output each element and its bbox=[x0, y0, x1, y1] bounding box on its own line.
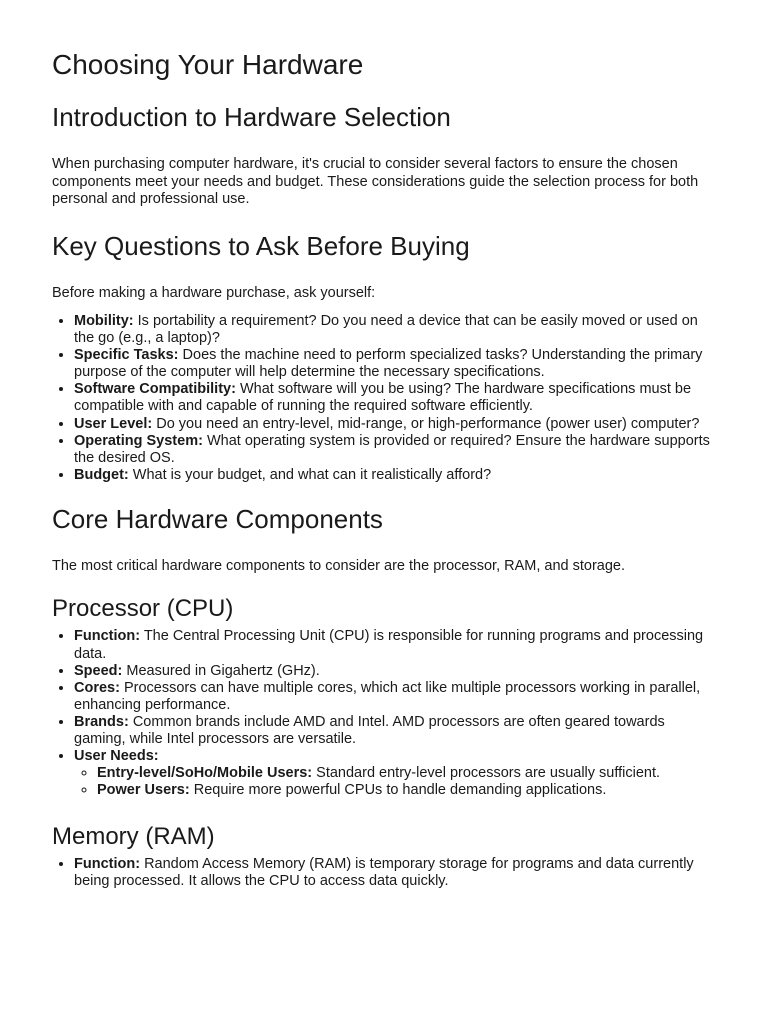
list-item bbox=[74, 680, 716, 714]
list-item bbox=[97, 782, 716, 799]
item-term: User Needs: bbox=[74, 748, 159, 765]
intro-paragraph: When purchasing computer hardware, it's crucial to consider several factors to ensure the chosen components meet your needs and budget. These considerations guide the selection process for both personal and professional use. bbox=[52, 156, 699, 207]
user-needs-sublist bbox=[74, 765, 716, 799]
questions-heading: Key Questions to Ask Before Buying bbox=[52, 230, 470, 261]
item-text: Random Access Memory (RAM) is temporary storage for programs and data currently being processed. It allows the CPU to access data quickly. bbox=[74, 856, 694, 890]
intro-heading: Introduction to Hardware Selection bbox=[52, 102, 451, 132]
list-item bbox=[74, 628, 716, 662]
item-text: Do you need an entry-level, mid-range, or high-performance (power user) computer? bbox=[152, 415, 700, 432]
list-item bbox=[74, 416, 716, 433]
questions-lead: Before making a hardware purchase, ask yourself: bbox=[52, 284, 376, 301]
item-text: Common brands include AMD and Intel. AMD processors are often geared towards gaming, while Intel processors are versatile. bbox=[74, 713, 665, 747]
item-term: User Level: bbox=[74, 415, 153, 432]
cpu-heading: Processor (CPU) bbox=[52, 595, 234, 623]
page-title: Choosing Your Hardware bbox=[52, 49, 364, 80]
item-term: Brands: bbox=[74, 713, 129, 730]
core-paragraph: The most critical hardware components to consider are the processor, RAM, and storage. bbox=[52, 557, 626, 574]
item-term: Power Users: bbox=[97, 782, 190, 799]
item-term: Function: bbox=[74, 628, 141, 645]
item-term: Speed: bbox=[74, 662, 123, 679]
item-text: The Central Processing Unit (CPU) is responsible for running programs and processing data. bbox=[74, 628, 704, 662]
list-item bbox=[74, 714, 716, 748]
ram-list bbox=[52, 856, 716, 890]
item-term: Function: bbox=[74, 856, 141, 873]
list-item bbox=[74, 663, 716, 680]
item-text: Does the machine need to perform specialized tasks? Understanding the primary purpose of the computer will help determine the necessary specifications. bbox=[74, 347, 703, 381]
item-text: Measured in Gigahertz (GHz). bbox=[122, 662, 320, 679]
list-item bbox=[74, 433, 716, 467]
item-term: Software Compatibility: bbox=[74, 381, 236, 398]
item-text: Is portability a requirement? Do you need a device that can be easily moved or used on the go (e.g., a laptop)? bbox=[74, 313, 698, 347]
ram-heading: Memory (RAM) bbox=[52, 823, 215, 851]
item-term: Cores: bbox=[74, 679, 120, 696]
list-item bbox=[74, 381, 716, 415]
item-text: What software will you be using? The hardware specifications must be compatible with and capable of running the required software efficiently. bbox=[74, 381, 692, 415]
list-item bbox=[74, 856, 716, 890]
item-term: Operating System: bbox=[74, 432, 203, 449]
list-item bbox=[74, 467, 716, 484]
questions-list bbox=[52, 313, 716, 484]
item-term: Specific Tasks: bbox=[74, 347, 179, 364]
item-text: What operating system is provided or required? Ensure the hardware supports the desired OS. bbox=[74, 432, 710, 466]
cpu-list bbox=[52, 628, 716, 799]
core-heading: Core Hardware Components bbox=[52, 503, 383, 534]
item-text: Require more powerful CPUs to handle demanding applications. bbox=[189, 782, 607, 799]
item-text: Processors can have multiple cores, which act like multiple processors working in parallel, enhancing performance. bbox=[74, 679, 701, 713]
item-text: Standard entry-level processors are usually sufficient. bbox=[312, 765, 661, 782]
list-item bbox=[74, 748, 716, 799]
list-item bbox=[74, 313, 716, 347]
item-term: Entry-level/SoHo/Mobile Users: bbox=[97, 765, 313, 782]
list-item bbox=[97, 765, 716, 782]
item-term: Budget: bbox=[74, 466, 129, 483]
item-text: What is your budget, and what can it realistically afford? bbox=[128, 466, 492, 483]
list-item bbox=[74, 347, 716, 381]
item-term: Mobility: bbox=[74, 313, 134, 329]
